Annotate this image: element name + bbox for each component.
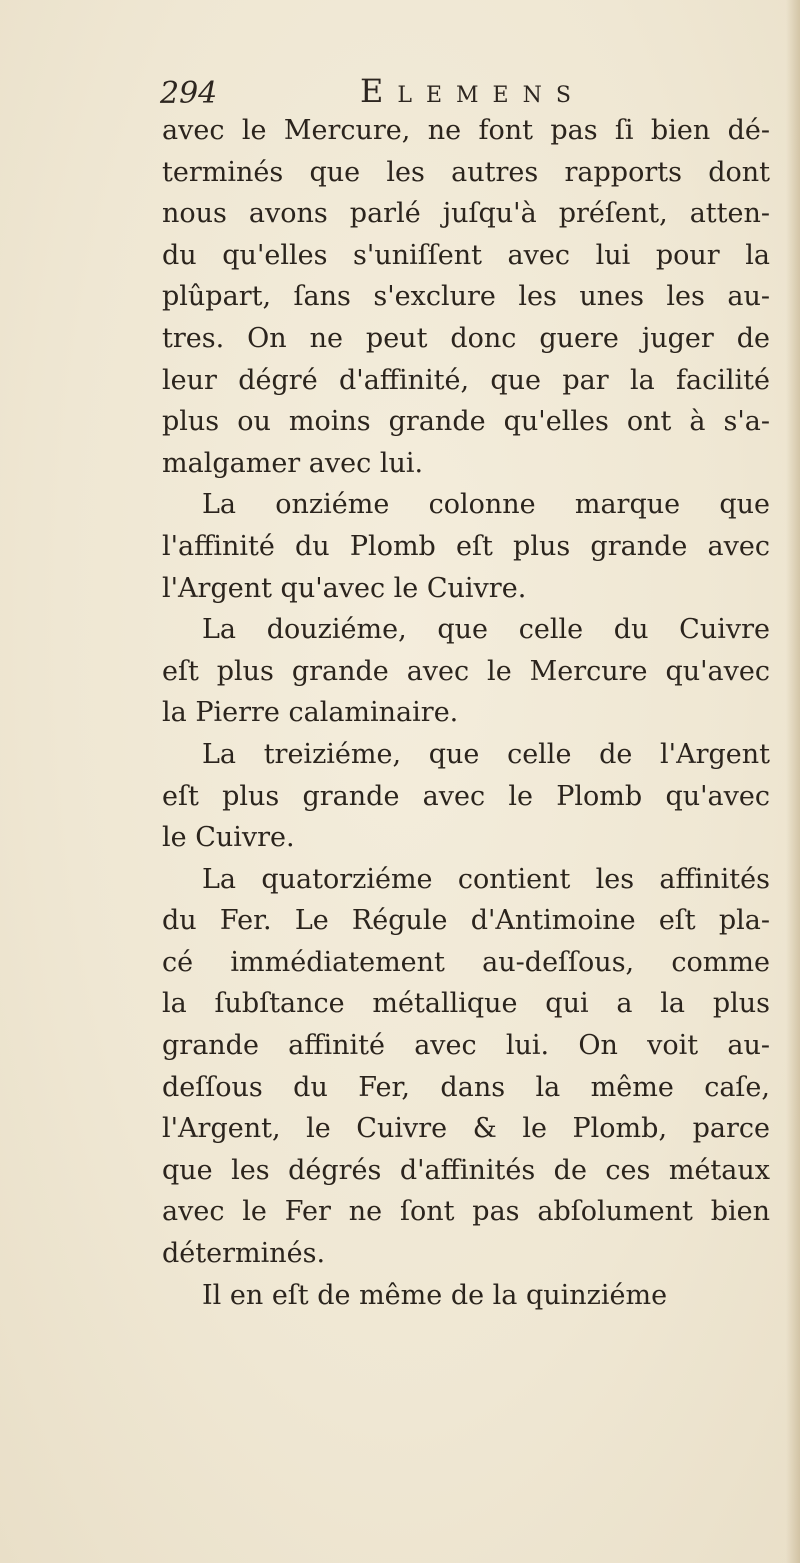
running-title: Elemens	[360, 72, 585, 110]
text-line: avec le Fer ne ſont pas abſolument bien	[162, 1196, 770, 1228]
text-line: La quatorziéme contient les affinités	[202, 863, 770, 895]
text-line: malgamer avec lui.	[162, 447, 424, 479]
text-line: du qu'elles s'uniſſent avec lui pour la	[162, 239, 770, 271]
text-line: leur dégré d'affinité, que par la facilité	[162, 364, 770, 396]
text-line: l'affinité du Plomb eſt plus grande avec	[162, 530, 770, 562]
page-number: 294	[160, 76, 218, 111]
text-line: Il en eſt de même de la quinziéme	[202, 1279, 668, 1311]
text-line: grande affinité avec lui. On voit au-	[162, 1030, 770, 1062]
text-line: eſt plus grande avec le Plomb qu'avec	[162, 780, 770, 812]
page-edge-shadow	[786, 0, 800, 1563]
text-line: déterminés.	[162, 1238, 326, 1270]
text-line: la ſubſtance métallique qui a la plus	[162, 988, 770, 1020]
text-line: tres. On ne peut donc guere juger de	[162, 322, 770, 354]
text-line: La douziéme, que celle du Cuivre	[202, 614, 770, 646]
text-line: deſſous du Fer, dans la même caſe,	[162, 1071, 770, 1103]
text-line: du Fer. Le Régule d'Antimoine eſt pla-	[162, 905, 770, 937]
text-line: eſt plus grande avec le Mercure qu'avec	[162, 655, 770, 687]
text-line: cé immédiatement au-deſſous, comme	[162, 946, 770, 978]
text-line: le Cuivre.	[162, 822, 295, 854]
text-line: nous avons parlé juſqu'à préſent, atten-	[162, 198, 770, 230]
text-line: La treiziéme, que celle de l'Argent	[202, 738, 770, 770]
body-text	[162, 110, 770, 1316]
text-line: l'Argent qu'avec le Cuivre.	[162, 572, 527, 604]
text-line: l'Argent, le Cuivre & le Plomb, parce	[162, 1113, 770, 1145]
text-line: terminés que les autres rapports dont	[162, 156, 770, 188]
text-line: que les dégrés d'affinités de ces métaux	[162, 1154, 770, 1186]
text-line: la Pierre calaminaire.	[162, 697, 459, 729]
text-line: avec le Mercure, ne font pas ſi bien dé-	[162, 115, 770, 146]
text-line: La onziéme colonne marque que	[202, 489, 770, 521]
text-line: plus ou moins grande qu'elles ont à s'a-	[162, 406, 770, 438]
text-line: plûpart, ſans s'exclure les unes les au-	[162, 281, 770, 313]
